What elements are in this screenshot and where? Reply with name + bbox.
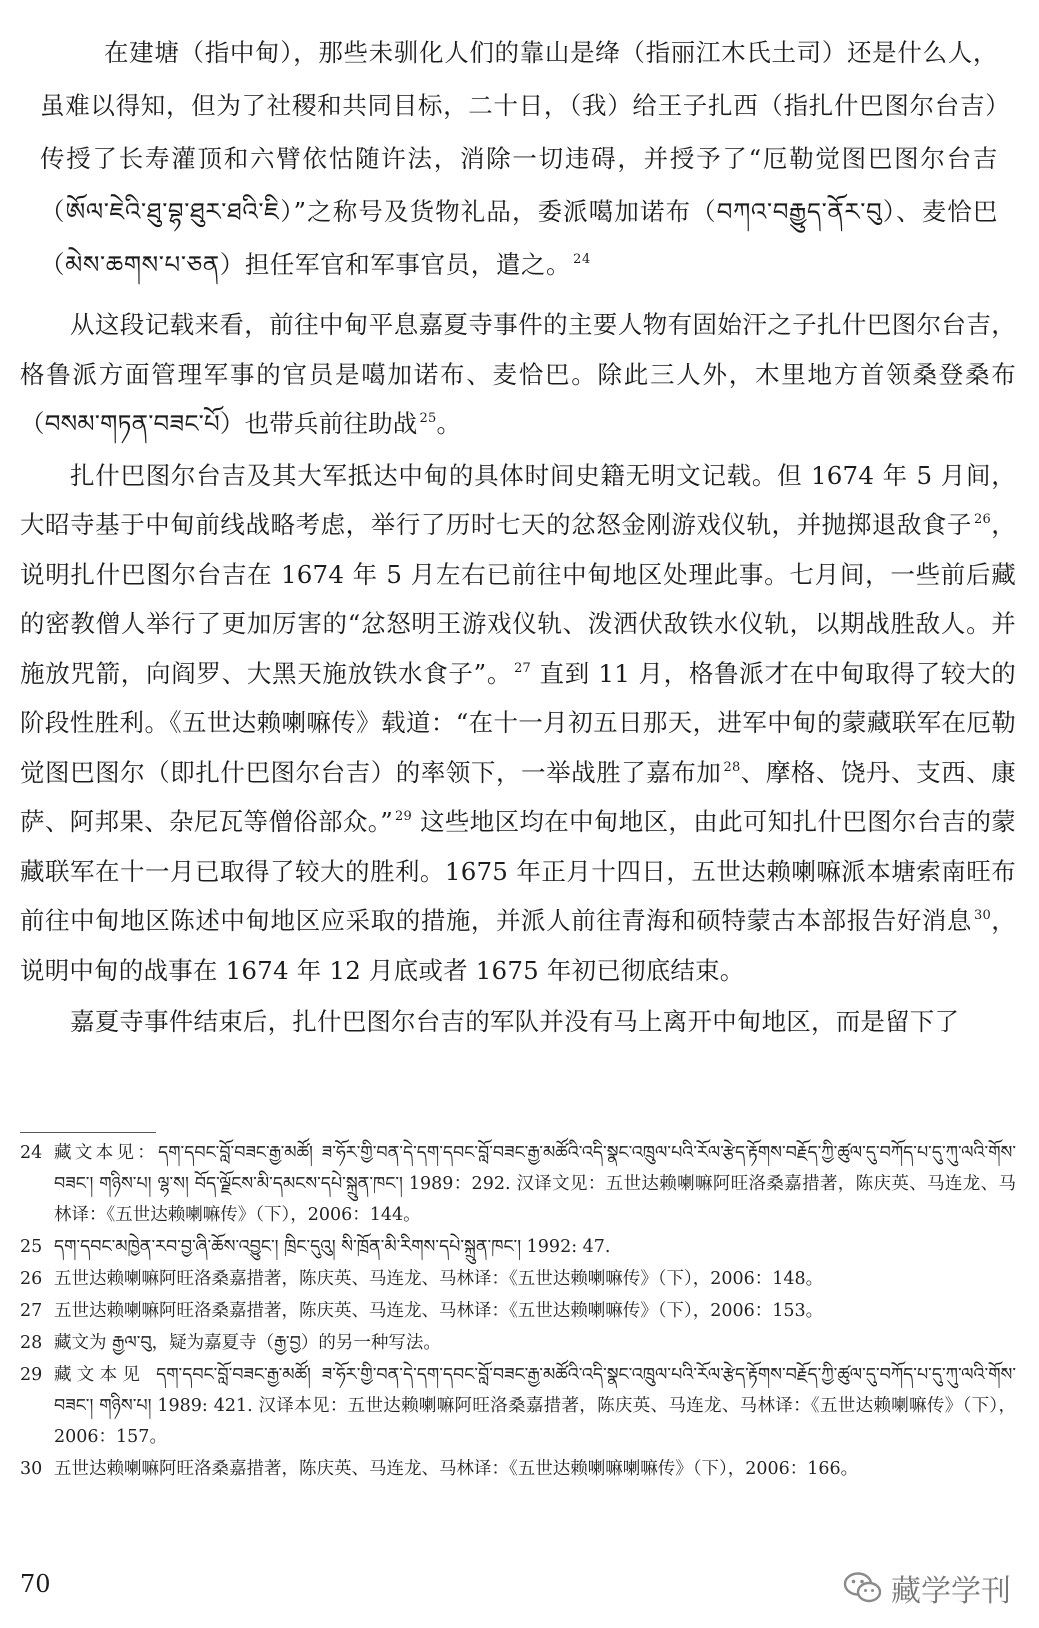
body-paragraph bbox=[20, 300, 1016, 449]
footnote-text: 藏文本见 དག་དབང་བློ་བཟང་རྒྱ་མཚོ། ཟ་ཧོར་གྱི་བན་དེ་དག་དབང་བློ་བཟང་རྒྱ་མཚོའི་འདི་སྣང་འཁྲུལ་པའི་རོལ་རྩེད་རྟོགས་བརྗོད་ཀྱི་ཚུལ་དུ་བཀོད་པ་དུ་ཀུ་ལའི་གོས་བཟང་། གཉིས་པ། 1989: 421. 汉译本见：五世达赖喇嘛阿旺洛桑嘉措著，陈庆英、马连龙、马林译：《五世达赖喇嘛传》（下），2006：157。 bbox=[54, 1365, 1016, 1447]
block-quote bbox=[40, 26, 998, 291]
paragraph-text: 。 bbox=[436, 409, 462, 438]
footnote-divider bbox=[20, 1132, 156, 1133]
footnote-number: 30 bbox=[20, 1459, 43, 1479]
paragraph-text: 嘉夏寺事件结束后，扎什巴图尔台吉的军队并没有马上离开中甸地区，而是留下了 bbox=[70, 1007, 960, 1036]
footnote-number: 24 bbox=[20, 1143, 43, 1163]
watermark bbox=[843, 1566, 1011, 1610]
footnote-text: 藏文为 རྒྱལ་བུ，疑为嘉夏寺（རྒྱ་བྱ）的另一种写法。 bbox=[54, 1333, 441, 1353]
quote-paragraph bbox=[40, 26, 998, 291]
footnote-ref[interactable]: 28 bbox=[723, 759, 741, 775]
footnote-number: 27 bbox=[20, 1301, 43, 1321]
footnote-number: 25 bbox=[20, 1237, 43, 1257]
footnote bbox=[20, 1454, 1016, 1485]
watermark-text: 藏学学刊 bbox=[891, 1574, 1011, 1609]
footnote-number: 29 bbox=[20, 1365, 43, 1385]
footnote bbox=[20, 1328, 1016, 1359]
footnote-text: 五世达赖喇嘛阿旺洛桑嘉措著，陈庆英、马连龙、马林译：《五世达赖喇嘛喇嘛传》（下），2006：166。 bbox=[54, 1459, 859, 1479]
paragraph-text: ，说明中甸的战事在 1674 年 12 月底或者 1675 年初已彻底结束。 bbox=[20, 906, 1016, 985]
paragraph-text: 从这段记载来看，前往中甸平息嘉夏寺事件的主要人物有固始汗之子扎什巴图尔台吉，格鲁派方面管理军事的官员是噶加诺布、麦恰巴。除此三人外，木里地方首领桑登桑布（བསམ་གཏན་བཟང་པོ）也带兵前往助战 bbox=[20, 310, 1016, 438]
footnote-text: དག་དབང་མཁྱེན་རབ་བྱ་ཞི་ཆོས་འབྱུང་། ཁྲིང་དུའུ། སི་ཁྲོན་མི་རིགས་དཔེ་སྐྲུན་ཁང་། 1992: 47. bbox=[54, 1237, 611, 1257]
page-number: 70 bbox=[20, 1570, 51, 1598]
footnote bbox=[20, 1138, 1016, 1231]
footnote-ref[interactable]: 26 bbox=[973, 512, 991, 527]
footnote-ref[interactable]: 25 bbox=[419, 411, 437, 426]
paragraph-text: 直到 11 月，格鲁派才在中甸取得了较大的阶段性胜利。《五世达赖喇嘛传》载道：“在十一月初五日那天，进军中甸的蒙藏联军在厄勒觉图巴图尔（即扎什巴图尔台吉）的率领下，一举战胜了嘉布加 bbox=[20, 658, 1017, 787]
quote-text: 在建塘（指中甸），那些未驯化人们的靠山是绛（指丽江木氏土司）还是什么人，虽难以得知，但为了社稷和共同目标，二十日，（我）给王子扎西（指扎什巴图尔台吉）传授了长寿灌顶和六臂依怙随许法，消除一切违碍，并授予了“厄勒觉图巴图尔台吉（ཨོལ་ཇེའི་ཐུ་བྷ་ཐུར་ཐའི་ཇི）”之称号及货物礼品，委派噶加诺布（བཀའ་བརྒྱུད་ནོར་བུ）、麦恰巴（མེས་ཆགས་པ་ཅན）担任军官和军事官员，遣之。 bbox=[40, 38, 998, 279]
footnotes bbox=[20, 1138, 1016, 1486]
paragraph-text: 这些地区均在中甸地区，由此可知扎什巴图尔台吉的蒙藏联军在十一月已取得了较大的胜利。1675 年正月十四日，五世达赖喇嘛派本塘索南旺布前往中甸地区陈述中甸地区应采取的措施，并派人前往青海和硕特蒙古本部报告好消息 bbox=[20, 807, 1016, 935]
footnote-text: 藏文本见：དག་དབང་བློ་བཟང་རྒྱ་མཚོ། ཟ་ཧོར་གྱི་བན་དེ་དག་དབང་བློ་བཟང་རྒྱ་མཚོའི་འདི་སྣང་འཁྲུལ་པའི་རོལ་རྩེད་རྟོགས་བརྗོད་ཀྱི་ཚུལ་དུ་བཀོད་པ་དུ་ཀུ་ལའི་གོས་བཟང་། གཉིས་པ། ལྷ་ས། བོད་ལྗོངས་མི་དམངས་དཔེ་སྐྲུན་ཁང་། 1989：292. 汉译文见：五世达赖喇嘛阿旺洛桑嘉措著，陈庆英、马连龙、马林译：《五世达赖喇嘛传》（下），2006：144。 bbox=[54, 1143, 1016, 1225]
footnote-text: 五世达赖喇嘛阿旺洛桑嘉措著，陈庆英、马连龙、马林译：《五世达赖喇嘛传》（下），2006：153。 bbox=[54, 1301, 824, 1321]
paragraph-text: ，说明扎什巴图尔台吉在 1674 年 5 月左右已前往中甸地区处理此事。七月间，一些前后藏的密教僧人举行了更加厉害的“忿怒明王游戏仪轨、泼洒伏敌铁水仪轨，以期战胜敌人。并施放咒箭，向阎罗、大黑天施放铁水食子”。 bbox=[20, 510, 1016, 688]
wechat-icon bbox=[843, 1571, 883, 1605]
footnote-ref[interactable]: 24 bbox=[573, 252, 591, 267]
body-text bbox=[20, 300, 1016, 1049]
footnote-text: 五世达赖喇嘛阿旺洛桑嘉措著，陈庆英、马连龙、马林译：《五世达赖喇嘛传》（下），2006：148。 bbox=[54, 1269, 824, 1289]
footnote-ref[interactable]: 27 bbox=[514, 660, 532, 676]
footnote bbox=[20, 1296, 1016, 1327]
footnote bbox=[20, 1360, 1016, 1453]
body-paragraph bbox=[20, 451, 1016, 996]
body-paragraph bbox=[20, 997, 1016, 1047]
paragraph-text: 、摩格、饶丹、支西、康萨、阿邦果、杂尼瓦等僧俗部众。” bbox=[20, 757, 1016, 836]
footnote bbox=[20, 1232, 1016, 1263]
footnote-ref[interactable]: 29 bbox=[395, 809, 412, 824]
footnote-ref[interactable]: 30 bbox=[973, 908, 991, 923]
footnote-number: 28 bbox=[20, 1333, 43, 1353]
paragraph-text: 扎什巴图尔台吉及其大军抵达中甸的具体时间史籍无明文记载。但 1674 年 5 月间，大昭寺基于中甸前线战略考虑，举行了历时七天的忿怒金刚游戏仪轨，并抛掷退敌食子 bbox=[20, 460, 1016, 539]
footnote bbox=[20, 1264, 1016, 1295]
footnote-number: 26 bbox=[20, 1269, 43, 1289]
